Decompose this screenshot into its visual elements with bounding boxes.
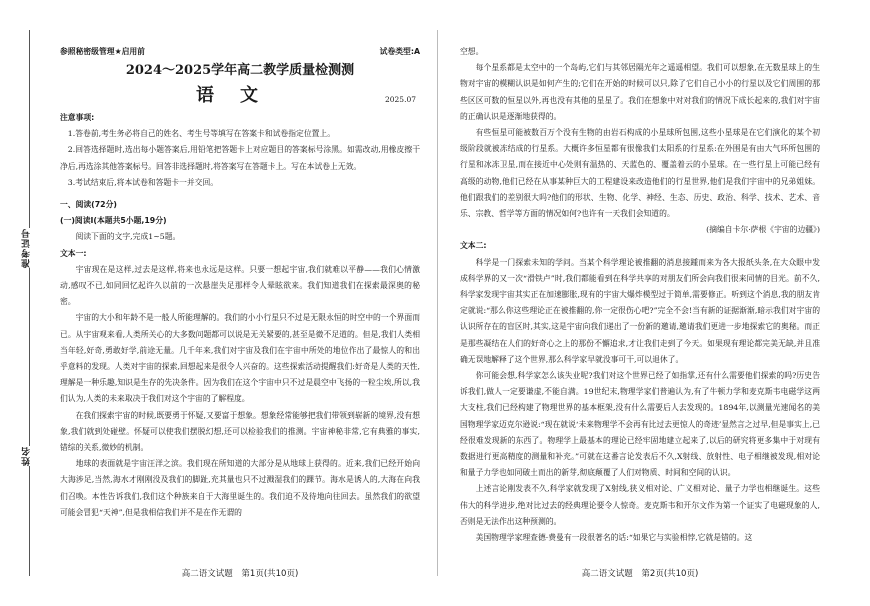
- passage-paragraph: 美国物理学家理查德·费曼有一段很著名的话:“如果它与实验相悖,它就是错的。这: [475, 533, 753, 543]
- candidate-id-label: 准考证号: [20, 228, 36, 268]
- text-one-label: 文本一:: [60, 248, 87, 258]
- footer-subject: 高二语文试题: [581, 569, 633, 579]
- page-footer: [460, 567, 820, 579]
- notice-item: 1.答卷前,考生务必将自己的姓名、考生号等填写在答案卡和试卷指定位置上。: [67, 129, 336, 139]
- page-2: [460, 44, 820, 584]
- passage-paragraph: 在我们探索宇宙的时候,既要勇于怀疑,又要富于想象。想象经常能够把我们带领到崭新的境界,没有想象,我们就到处碰壁。怀疑可以使我们摆脱幻想,还可以检验我们的推测。宇宙神秘非常,它有典雅的事实,错综的关系,微妙的机制。: [60, 410, 420, 453]
- passage-paragraph: 地球的表面就是宇宙汪洋之滨。我们现在所知道的大部分是从地球上获得的。近来,我们已经开始向大海涉足,当然,海水才刚刚没及我们的脚趾,充其量也只不过溅湿我们的踝节。海水是诱人的,大海在向我们召唤。本性告诉我们,我们这个种族来自于大海里诞生的。我们迫不及待地向往回去。虽然我们的欲望可能会冒犯“天神”,但是我相信我们并不是在作无谓的: [60, 459, 420, 517]
- passage-paragraph: 科学是一门探索未知的学问。当某个科学理论被推翻的消息接踵而来为各大报纸头条,在大众眼中发成科学界的又一次“滑铁卢”时,我们都能看到在科学共享的对朋友们所会向我们很来同情的目光。前不久,科学家发现宇宙其实正在加速膨胀,现有的宇宙大爆炸模型过于简单,需要修正。听到这个消息,我的朋友肯定就说:“那么你这些理论正在被推翻的,你一定很伤心吧?”完全不会!当有新的证据渐渐,暗示我们对宇宙的认识所存在的盲区时,其实,这是宇宙向我们递出了一份新的邀请,邀请我们更进一步地探索它的奥秘。而正是那些凝结在人们的好奇心之上的那份不懈追求,才让我们走到了今天。如果现有理论都完美无缺,并且准确无误地解释了这个世界,那么科学家早就没事可干,可以退休了。: [460, 257, 820, 364]
- footer-page-number: 第1页(共10页): [241, 569, 299, 579]
- section-title: 一、阅读(72分): [60, 200, 117, 210]
- passage-paragraph: 宇宙现在是这样,过去是这样,将来也永远是这样。只要一想起宇宙,我们就难以平静——我们心情激动,感叹不已,如同回忆起许久以前的一次悬崖失足那样令人晕眩欲来。我们知道我们在探索最深奥的秘密。: [60, 264, 420, 307]
- reading-instruction: 阅读下面的文字,完成1~5题。: [75, 232, 181, 242]
- exam-date: 2025.07: [384, 95, 416, 104]
- binding-line: [29, 30, 30, 576]
- subject-title: 语文: [196, 85, 284, 106]
- passage-paragraph: 空想。: [460, 47, 484, 56]
- source-citation: (摘编自卡尔·萨根《宇宙的边疆》): [706, 225, 820, 235]
- passage-paragraph: 你可能会想,科学家怎么该失业呢?我们对这个世界已经了如指掌,还有什么需要他们探索的吗?历史告诉我们,做人一定要谦虚,不能自满。19世纪末,物理学家们普遍认为,有了牛顿力学和麦克斯韦电磁学这两大支柱,我们已经构建了物理世界的基本框架,没有什么需要后人去发现的。1894年,以测量光速闻名的美国物理学家迈克尔逊说:“现在就说‘未来物理学不会再有比过去更惊人的奇迹’显然言之过早,但是事实上,已经很难发现新的东西了。物理学上最基本的理论已经牢固地建立起来了,以后的研究将更多集中于对现有数据进行更高精度的测量和补充。”可就在这番言论发表后不久,X射线、放射性、电子相继被发现,相对论和量子力学也如同破土而出的新芽,彻底颠覆了人们对物质、时间和空间的认识。: [460, 371, 820, 478]
- notice-item: 3.考试结束后,将本试卷和答题卡一并交回。: [67, 177, 219, 187]
- page-footer: [60, 567, 420, 579]
- passage-paragraph: 宇宙的大小和年龄不是一般人所能理解的。我们的小小行星只不过是无限永恒的时空中的一个界面而已。从宇宙观来看,人类所关心的大多数问题都可以说是无关紧要的,甚至是微不足道的。但是,我们人类相当年轻,好奇,勇敢好学,前途无量。几千年来,我们对宇宙及我们在宇宙中所处的地位作出了最惊人的和出乎意料的发现。人类对宇宙的探索,回想起来是很令人兴奋的。这些探索活动提醒我们:好奇是人类的天性,理解是一种乐趣,知识是生存的先决条件。因为我们在这个宇宙中只不过是晨空中飞扬的一粒尘埃,所以,我们认为,人类的未来取决于我们对这个宇宙的了解程度。: [60, 313, 420, 404]
- paper-type: 试卷类型:A: [379, 47, 420, 56]
- page-top-line: [60, 44, 420, 60]
- subsection-title: (一)阅读Ⅰ(本题共5小题,19分): [60, 216, 167, 226]
- binding-gutter: [0, 0, 44, 606]
- passage-paragraph: 每个星系都是太空中的一个岛屿,它们与其邻居隔光年之遥遥相望。我们可以想象,在无数星球上的生物对宇宙的模糊认识是如何产生的;它们在开始的时候可以只,除了它们自己小小的行星以及它们周围的那些区区可数的恒星以外,再也没有其他的星星了。我们在想象中对对我们的情况下成长起来的,我们对宇宙的正确认识是逐渐地获得的。: [460, 63, 820, 121]
- footer-subject: 高二语文试题: [181, 569, 233, 579]
- text-two-label: 文本二:: [460, 241, 487, 251]
- candidate-name-label: 姓名: [20, 446, 36, 466]
- page-1: [60, 44, 420, 584]
- footer-page-number: 第2页(共10页): [641, 569, 699, 579]
- notice-item: 2.回答选择题时,选出每小题答案后,用铅笔把答题卡上对应题目的答案标号涂黑。如需改动,用橡皮擦干净后,再选涂其他答案标号。回答非选择题时,将答案写在答题卡上。写在本试卷上无效。: [60, 145, 420, 171]
- exam-title: 2024～2025学年高二教学质量检测测: [125, 63, 355, 78]
- confidential-mark: 参照秘密级管理★启用前: [60, 47, 145, 56]
- passage-paragraph: 上述言论刚发表不久,科学家就发现了X射线,狭义相对论、广义相对论、量子力学也相继诞生。这些伟大的科学进步,绝对比过去的经典理论要令人惊奇。麦克斯韦和开尔文作为第一个证实了电磁现象的人,否则是无法作出这种预测的。: [460, 484, 820, 526]
- passage-paragraph: 有些恒星可能被数百万个没有生物的由岩石构成的小星球所包围,这些小星球是在它们演化的某个初级阶段就被冻结成的行星系。大概许多恒星都有很像我们太阳系的行星系:在外围是有由大气环所包围的行星和冰冻卫星,而在接近中心处则有温热的、天蓝色的、覆盖着云的小星球。在一些行星上可能已经有高级的动物,他们已经在从事某种巨大的工程建设来改造他们的行星世界,他们是我们宇宙中的兄弟姐妹。他们跟我们的差别很大吗?他们的形状、生物、化学、神经、生态、历史、政治、科学、技术、艺术、音乐、宗教、哲学等方面的情况如何?也许有一天我们会知道的。: [460, 128, 820, 219]
- subject-row: [60, 82, 420, 110]
- notice-heading: 注意事项:: [60, 113, 95, 122]
- page-divider: [437, 30, 438, 576]
